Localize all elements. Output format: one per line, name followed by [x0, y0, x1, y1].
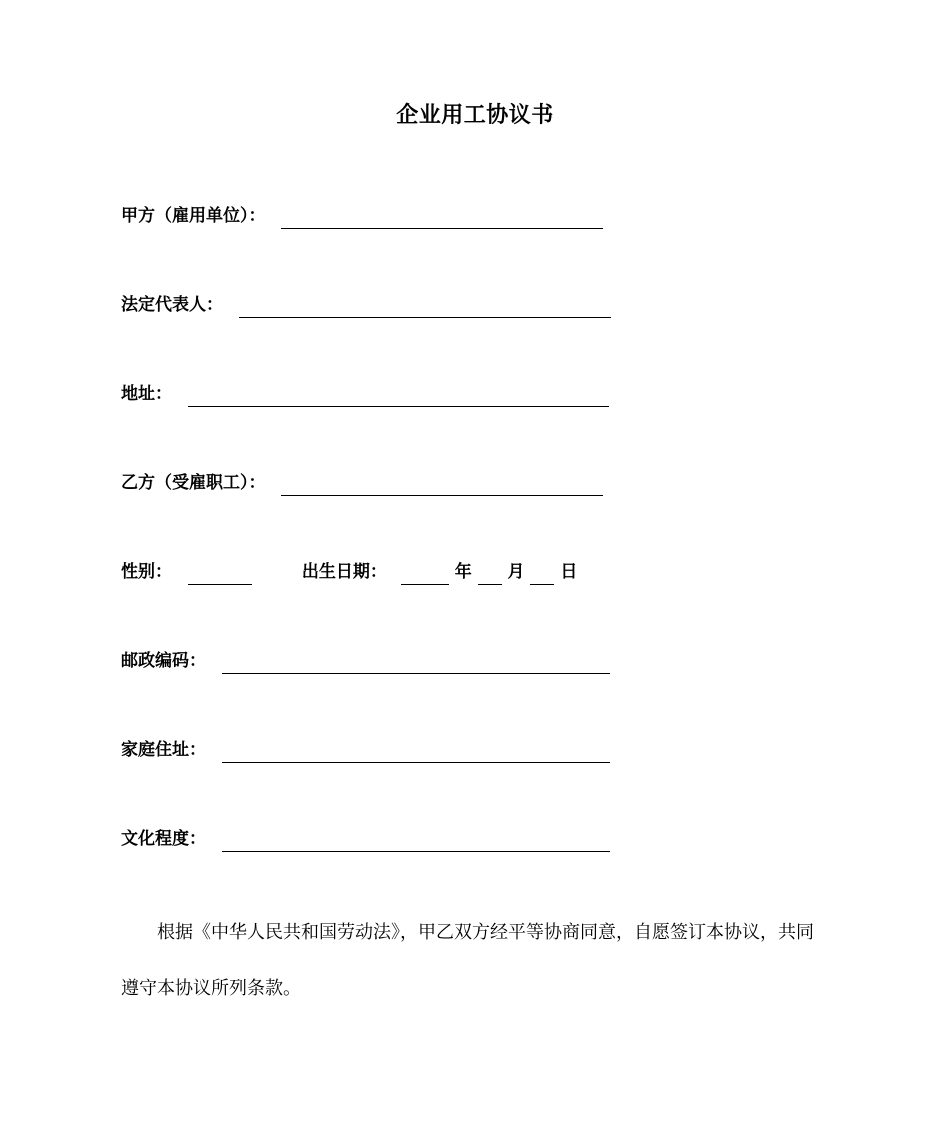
legal-rep-blank[interactable] — [239, 295, 611, 318]
address-blank[interactable] — [188, 384, 609, 407]
legal-rep-field — [121, 292, 611, 318]
employer-field — [121, 203, 603, 229]
day-label: 日 — [560, 562, 578, 582]
birth-year-blank[interactable] — [401, 562, 449, 585]
home-address-label: 家庭住址： — [121, 740, 206, 760]
home-address-blank[interactable] — [222, 740, 610, 763]
document-title: 企业用工协议书 — [396, 103, 554, 128]
birth-month-blank[interactable] — [478, 562, 502, 585]
paragraph-line-1: 根据《中华人民共和国劳动法》，甲乙双方经平等协商同意，自愿签订本协议，共同 — [157, 922, 814, 943]
address-label: 地址： — [121, 384, 172, 404]
legal-rep-label: 法定代表人： — [121, 295, 223, 315]
education-label: 文化程度： — [121, 829, 206, 849]
education-blank[interactable] — [222, 829, 610, 852]
month-label: 月 — [507, 562, 525, 582]
employee-blank[interactable] — [281, 473, 603, 496]
employee-label: 乙方（受雇职工）： — [121, 473, 266, 493]
address-field — [121, 381, 609, 407]
postal-code-blank[interactable] — [222, 651, 610, 674]
postal-code-label: 邮政编码： — [121, 651, 206, 671]
gender-dob-field — [121, 559, 577, 585]
education-field — [121, 826, 610, 852]
gender-blank[interactable] — [188, 562, 252, 585]
employer-blank[interactable] — [281, 206, 603, 229]
gender-label: 性别： — [121, 562, 172, 582]
year-label: 年 — [454, 562, 472, 582]
birth-day-blank[interactable] — [530, 562, 554, 585]
home-address-field — [121, 737, 610, 763]
employee-field — [121, 470, 603, 496]
birth-date-label: 出生日期： — [301, 562, 387, 582]
paragraph-line-2: 遵守本协议所列条款。 — [121, 978, 301, 999]
postal-code-field — [121, 648, 610, 674]
employer-label: 甲方（雇用单位）： — [121, 206, 266, 226]
